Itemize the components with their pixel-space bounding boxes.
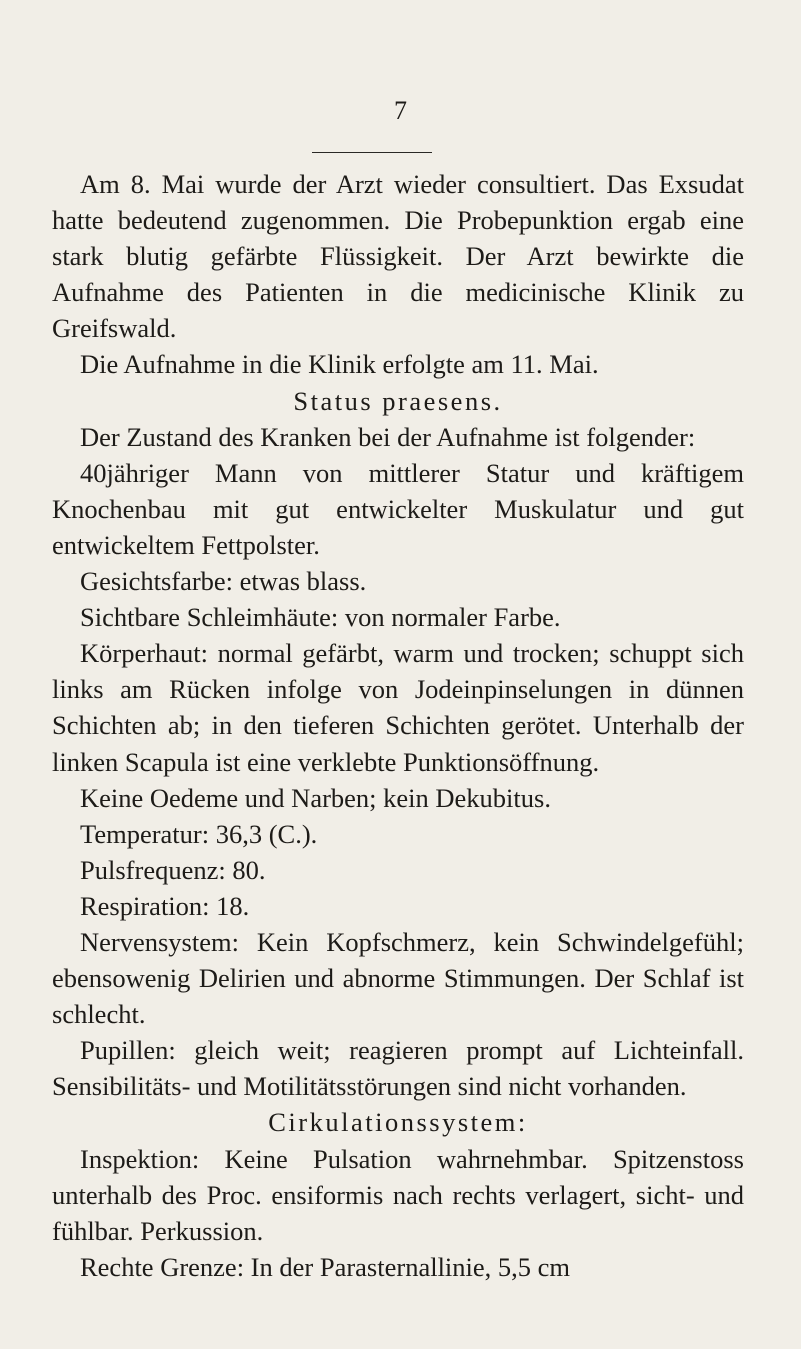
paragraph-oedeme: Keine Oedeme und Narben; kein Dekubitus. xyxy=(80,782,551,813)
heading-cirkulationssystem: Cirkulationssystem: xyxy=(268,1107,528,1138)
paragraph-gesichtsfarbe: Gesichtsfarbe: etwas blass. xyxy=(80,566,367,597)
heading-status-praesens: Status praesens. xyxy=(293,385,503,416)
paragraph-nervensystem: Nervensystem: Kein Kopfschmerz, kein Schwindelgefühl; ebensowenig Delirien und abnorme Stimmungen. Der Schlaf ist schlecht. xyxy=(52,926,744,1030)
body-text xyxy=(52,166,744,1285)
paragraph-koerperhaut: Körperhaut: normal gefärbt, warm und trocken; schuppt sich links am Rücken infolge von Jodeinpinselungen in dünnen Schichten ab; in den tieferen Schichten gerötet. Unterhalb der linken Scapula ist eine verklebte Punktionsöffnung. xyxy=(52,638,744,777)
paragraph-respiration: Respiration: 18. xyxy=(80,890,250,921)
paragraph-exsudat: Am 8. Mai wurde der Arzt wieder consultiert. Das Exsudat hatte bedeutend zugenommen. Die Probepunktion ergab eine stark blutig gefärbte Flüssigkeit. Der Arzt bewirkte die Aufnahme des Patienten in die medicinische Klinik zu Greifswald. xyxy=(52,169,744,344)
paragraph-pulsfrequenz: Pulsfrequenz: 80. xyxy=(80,854,266,885)
paragraph-schleimhaeute: Sichtbare Schleimhäute: von normaler Farbe. xyxy=(80,602,561,633)
paragraph-konstitution: 40jähriger Mann von mittlerer Statur und kräftigem Knochenbau mit gut entwickelter Muskulatur und gut entwickeltem Fettpolster. xyxy=(52,457,744,560)
paragraph-zustand: Der Zustand des Kranken bei der Aufnahme ist folgender: xyxy=(80,421,696,452)
paragraph-temperatur: Temperatur: 36,3 (C.). xyxy=(80,818,318,849)
paragraph-inspektion: Inspektion: Keine Pulsation wahrnehmbar. Spitzenstoss unterhalb des Proc. ensiformis nach rechts verlagert, sicht- und fühlbar. Perkussion. xyxy=(52,1143,744,1246)
header-rule xyxy=(312,152,432,153)
paragraph-aufnahme: Die Aufnahme in die Klinik erfolgte am 11. Mai. xyxy=(80,349,599,380)
page-number: 7 xyxy=(394,96,407,125)
paragraph-rechte-grenze: Rechte Grenze: In der Parasternallinie, 5,5 cm xyxy=(80,1251,571,1282)
paragraph-pupillen: Pupillen: gleich weit; reagieren prompt auf Lichteinfall. Sensibilitäts- und Motilitätsstörungen sind nicht vorhanden. xyxy=(52,1035,744,1102)
